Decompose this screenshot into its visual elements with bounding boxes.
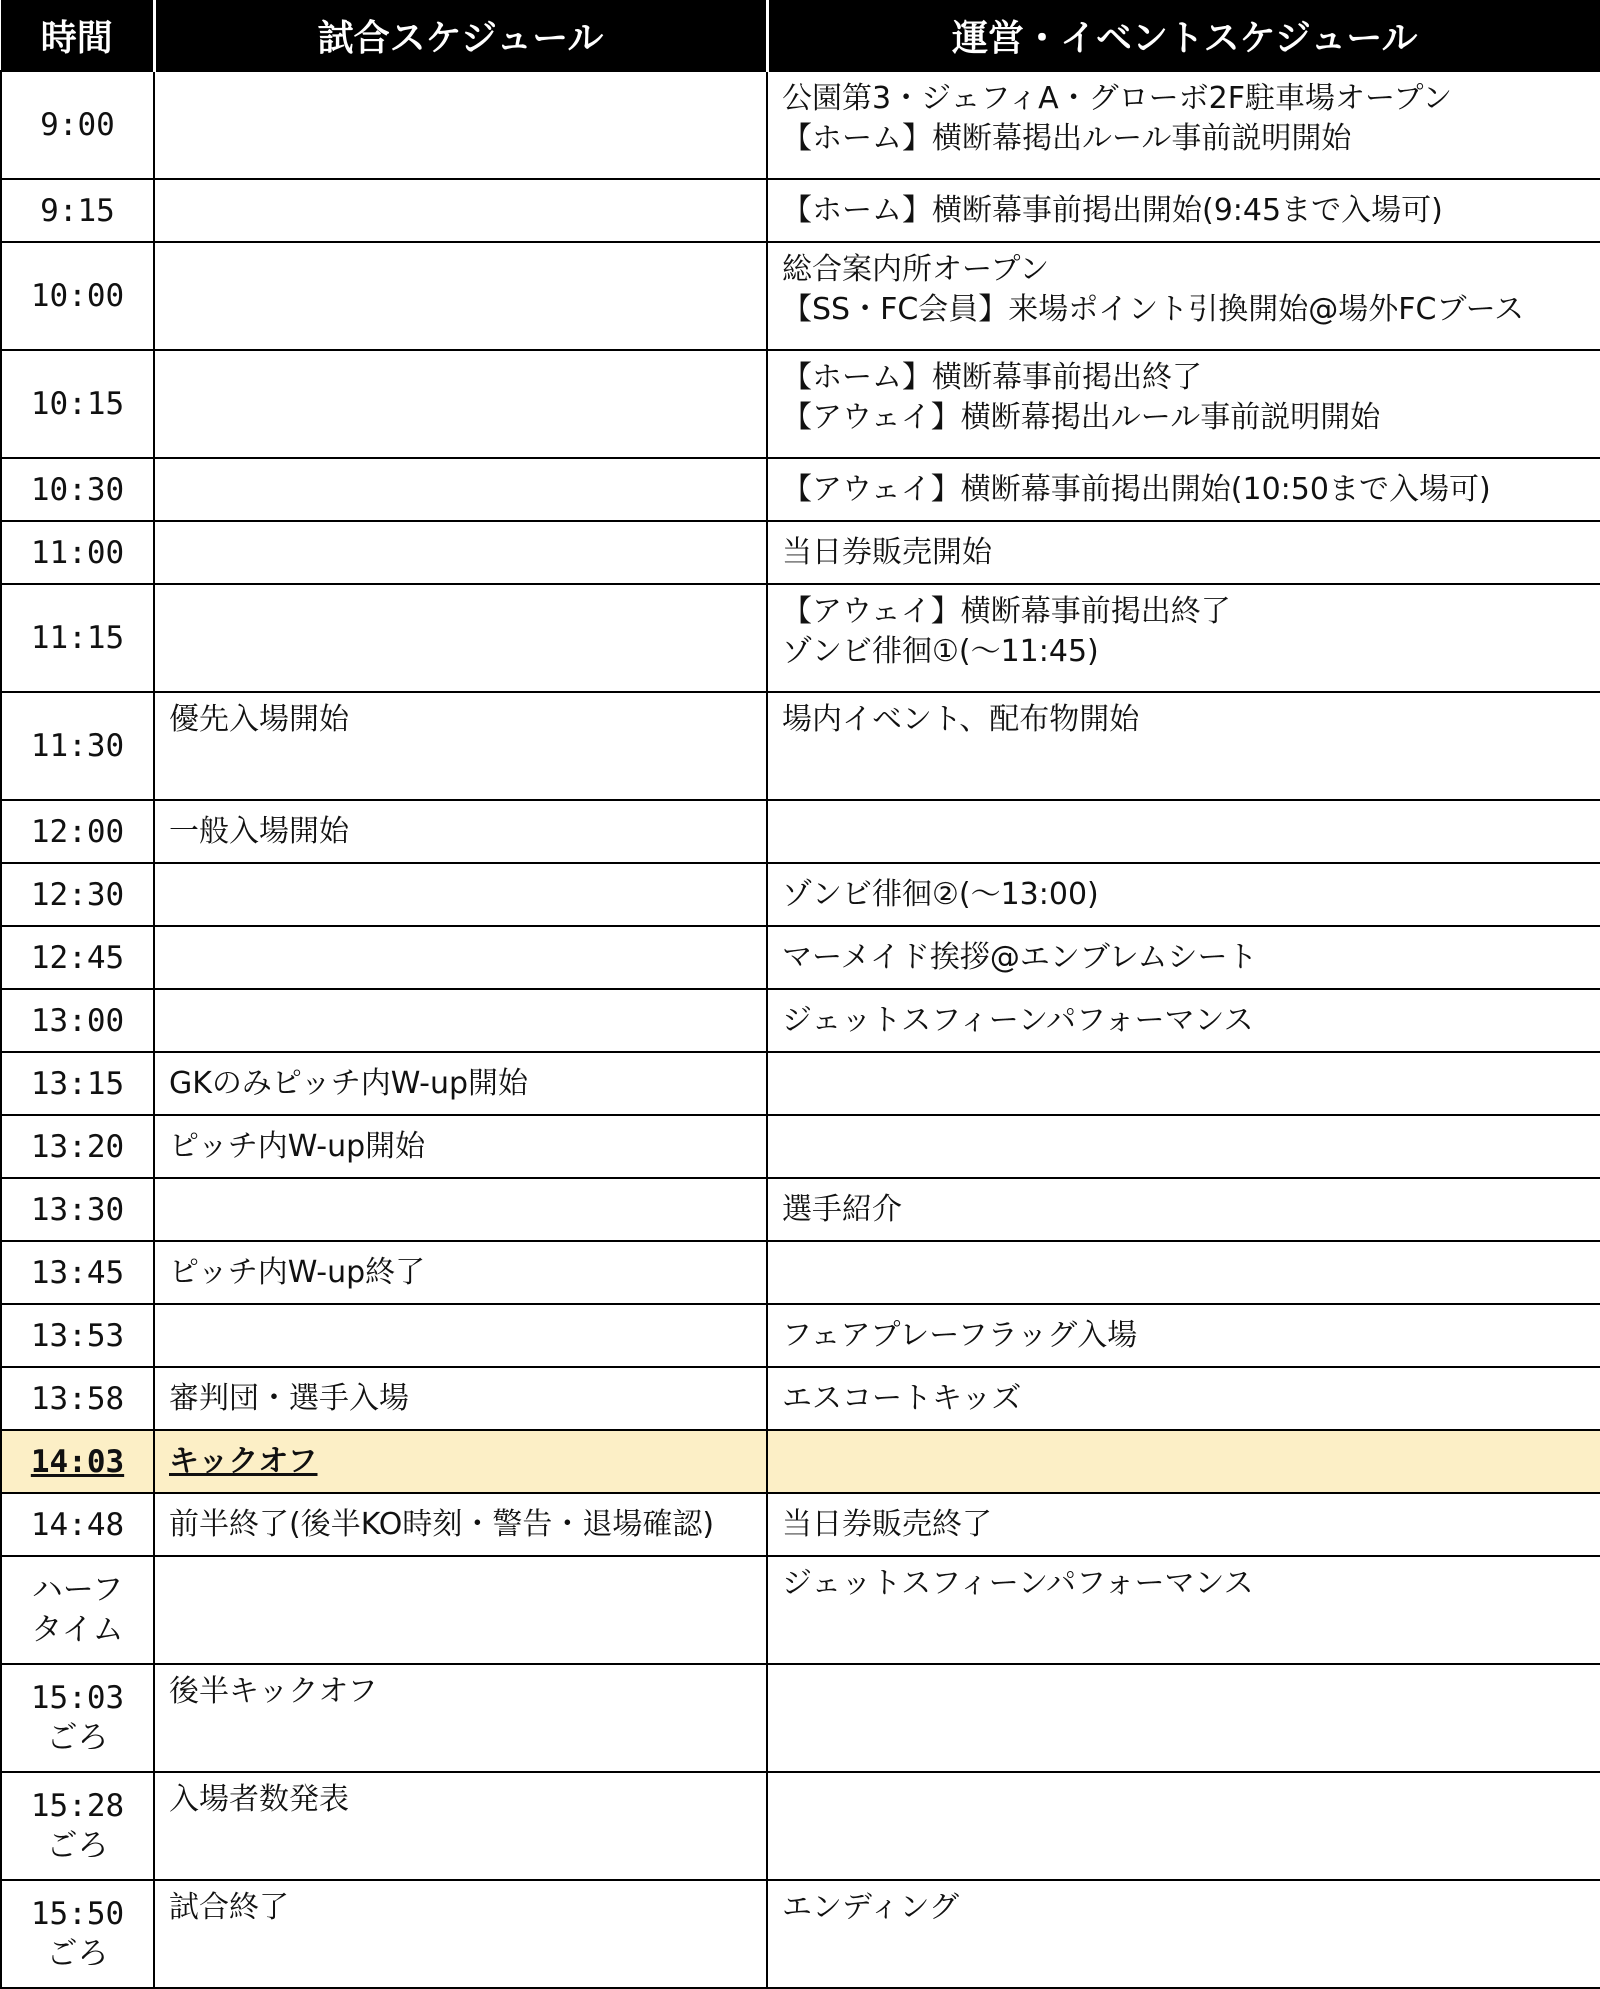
event-cell: 【アウェイ】横断幕事前掲出終了 ゾンビ徘徊①(～11:45) bbox=[767, 584, 1600, 692]
match-cell bbox=[154, 242, 767, 350]
event-cell: 【アウェイ】横断幕事前掲出開始(10:50まで入場可) bbox=[767, 458, 1600, 521]
event-cell: エンディング bbox=[767, 1880, 1600, 1988]
time-cell: 13:00 bbox=[1, 989, 154, 1052]
match-cell bbox=[154, 584, 767, 692]
time-cell: 13:30 bbox=[1, 1178, 154, 1241]
header-match-schedule: 試合スケジュール bbox=[154, 0, 767, 71]
event-cell bbox=[767, 800, 1600, 863]
event-cell bbox=[767, 1052, 1600, 1115]
match-cell: 試合終了 bbox=[154, 1880, 767, 1988]
table-row bbox=[1, 458, 1600, 521]
table-row bbox=[1, 242, 1600, 350]
match-cell bbox=[154, 458, 767, 521]
table-row bbox=[1, 1772, 1600, 1880]
event-cell: 【ホーム】横断幕事前掲出終了 【アウェイ】横断幕掲出ルール事前説明開始 bbox=[767, 350, 1600, 458]
table-row bbox=[1, 521, 1600, 584]
match-cell: 一般入場開始 bbox=[154, 800, 767, 863]
match-cell bbox=[154, 71, 767, 179]
time-cell: 13:53 bbox=[1, 1304, 154, 1367]
time-cell: 10:15 bbox=[1, 350, 154, 458]
time-cell: 15:50 ごろ bbox=[1, 1880, 154, 1988]
event-cell bbox=[767, 1772, 1600, 1880]
time-cell: 9:15 bbox=[1, 179, 154, 242]
time-cell: 14:48 bbox=[1, 1493, 154, 1556]
match-cell: GKのみピッチ内W-up開始 bbox=[154, 1052, 767, 1115]
match-cell bbox=[154, 1556, 767, 1664]
header-time: 時間 bbox=[1, 0, 154, 71]
match-cell bbox=[154, 926, 767, 989]
time-cell: 13:20 bbox=[1, 1115, 154, 1178]
table-row bbox=[1, 863, 1600, 926]
match-cell: 優先入場開始 bbox=[154, 692, 767, 800]
table-row bbox=[1, 1493, 1600, 1556]
match-cell: キックオフ bbox=[154, 1430, 767, 1493]
event-cell: 【ホーム】横断幕事前掲出開始(9:45まで入場可) bbox=[767, 179, 1600, 242]
match-cell: 審判団・選手入場 bbox=[154, 1367, 767, 1430]
time-cell: 10:00 bbox=[1, 242, 154, 350]
table-row bbox=[1, 1241, 1600, 1304]
table-row bbox=[1, 1664, 1600, 1772]
event-cell: 場内イベント、配布物開始 bbox=[767, 692, 1600, 800]
time-cell: 9:00 bbox=[1, 71, 154, 179]
event-cell bbox=[767, 1664, 1600, 1772]
table-row bbox=[1, 179, 1600, 242]
table-row bbox=[1, 692, 1600, 800]
match-cell: 後半キックオフ bbox=[154, 1664, 767, 1772]
time-cell: 11:15 bbox=[1, 584, 154, 692]
table-row bbox=[1, 1304, 1600, 1367]
table-row bbox=[1, 1052, 1600, 1115]
event-cell bbox=[767, 1115, 1600, 1178]
event-cell: ジェットスフィーンパフォーマンス bbox=[767, 1556, 1600, 1664]
table-row bbox=[1, 926, 1600, 989]
table-row bbox=[1, 1556, 1600, 1664]
table-row bbox=[1, 1178, 1600, 1241]
header-event-schedule: 運営・イベントスケジュール bbox=[767, 0, 1600, 71]
event-cell: フェアプレーフラッグ入場 bbox=[767, 1304, 1600, 1367]
event-cell: 選手紹介 bbox=[767, 1178, 1600, 1241]
match-cell: ピッチ内W-up終了 bbox=[154, 1241, 767, 1304]
event-cell bbox=[767, 1241, 1600, 1304]
time-cell: ハーフ タイム bbox=[1, 1556, 154, 1664]
time-cell: 12:00 bbox=[1, 800, 154, 863]
event-cell: 総合案内所オープン 【SS・FC会員】来場ポイント引換開始@場外FCブース bbox=[767, 242, 1600, 350]
match-cell bbox=[154, 1304, 767, 1367]
table-row bbox=[1, 989, 1600, 1052]
match-cell bbox=[154, 989, 767, 1052]
event-cell: 当日券販売終了 bbox=[767, 1493, 1600, 1556]
time-cell: 13:58 bbox=[1, 1367, 154, 1430]
table-row bbox=[1, 350, 1600, 458]
event-cell: 公園第3・ジェフィA・グローボ2F駐車場オープン 【ホーム】横断幕掲出ルール事前説明開始 bbox=[767, 71, 1600, 179]
table-row bbox=[1, 800, 1600, 863]
table-row bbox=[1, 1367, 1600, 1430]
header-row bbox=[1, 0, 1600, 71]
event-cell: ジェットスフィーンパフォーマンス bbox=[767, 989, 1600, 1052]
table-row-kickoff-highlight bbox=[1, 1430, 1600, 1493]
time-cell: 14:03 bbox=[1, 1430, 154, 1493]
time-cell: 15:03 ごろ bbox=[1, 1664, 154, 1772]
match-cell: 入場者数発表 bbox=[154, 1772, 767, 1880]
event-cell bbox=[767, 1430, 1600, 1493]
time-cell: 13:15 bbox=[1, 1052, 154, 1115]
match-cell bbox=[154, 521, 767, 584]
match-cell bbox=[154, 1178, 767, 1241]
event-cell: マーメイド挨拶@エンブレムシート bbox=[767, 926, 1600, 989]
match-cell bbox=[154, 863, 767, 926]
match-cell bbox=[154, 179, 767, 242]
time-cell: 11:00 bbox=[1, 521, 154, 584]
table-row bbox=[1, 71, 1600, 179]
time-cell: 10:30 bbox=[1, 458, 154, 521]
table-row bbox=[1, 1115, 1600, 1178]
match-cell: ピッチ内W-up開始 bbox=[154, 1115, 767, 1178]
event-cell: エスコートキッズ bbox=[767, 1367, 1600, 1430]
time-cell: 12:45 bbox=[1, 926, 154, 989]
time-cell: 12:30 bbox=[1, 863, 154, 926]
time-cell: 15:28 ごろ bbox=[1, 1772, 154, 1880]
event-cell: 当日券販売開始 bbox=[767, 521, 1600, 584]
table-row bbox=[1, 584, 1600, 692]
time-cell: 13:45 bbox=[1, 1241, 154, 1304]
table-row bbox=[1, 1880, 1600, 1988]
event-cell: ゾンビ徘徊②(～13:00) bbox=[767, 863, 1600, 926]
time-cell: 11:30 bbox=[1, 692, 154, 800]
match-cell: 前半終了(後半KO時刻・警告・退場確認) bbox=[154, 1493, 767, 1556]
match-cell bbox=[154, 350, 767, 458]
